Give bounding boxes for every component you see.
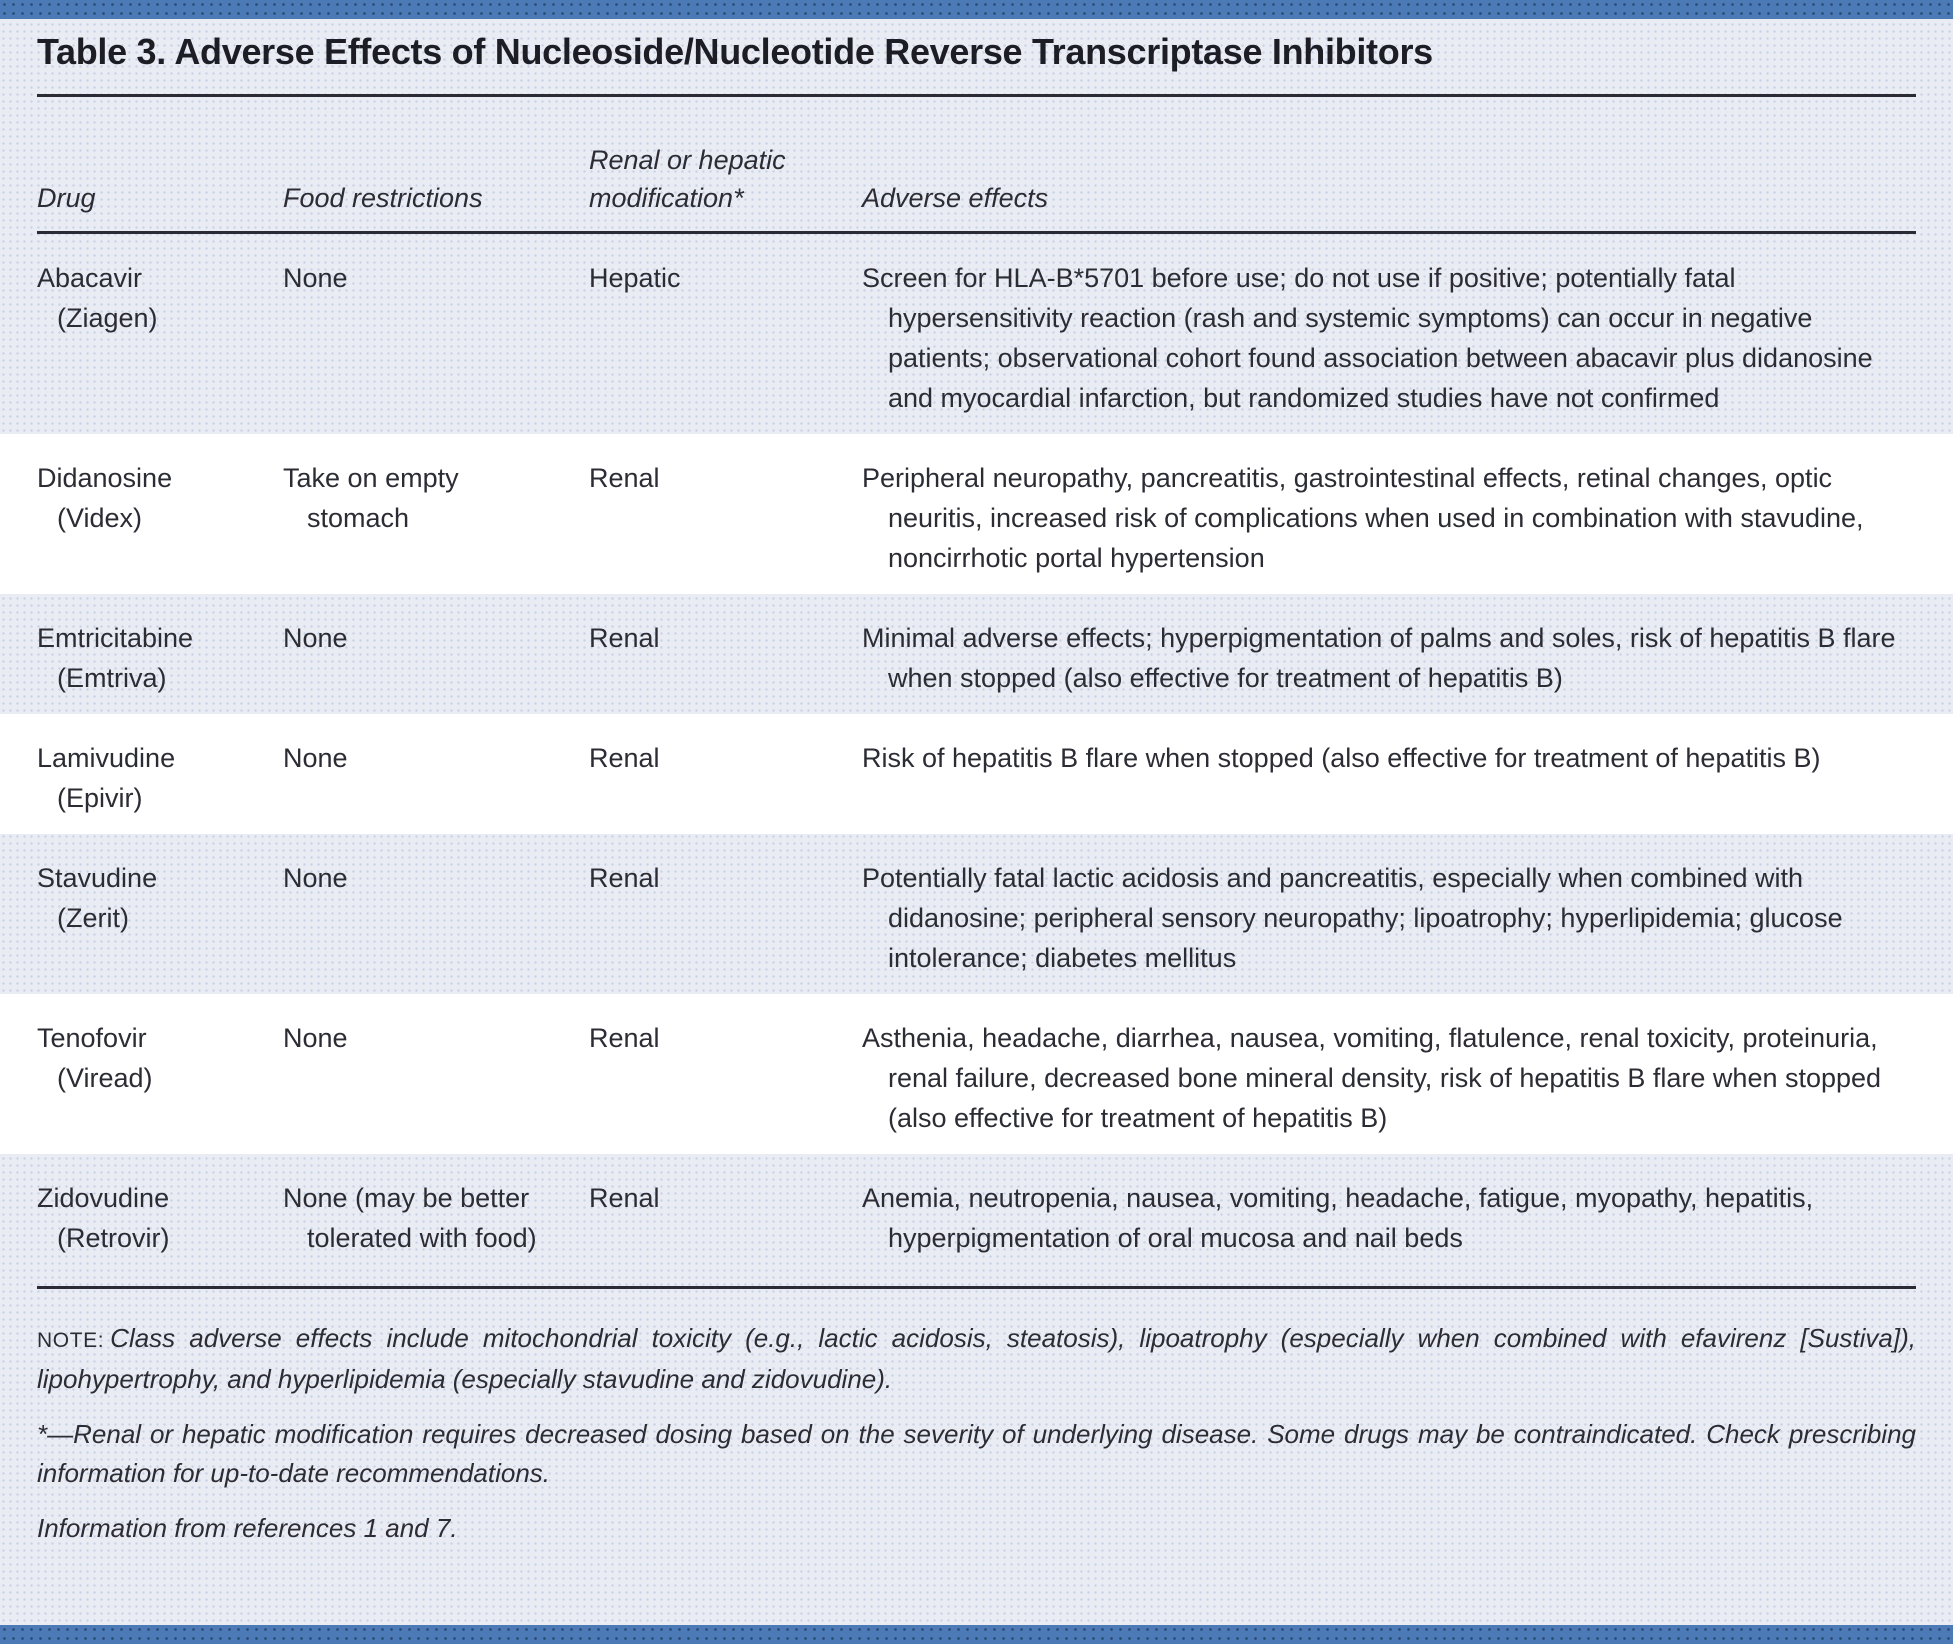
drug-name: Lamivudine <box>37 743 176 773</box>
note-modification-asterisk: *—Renal or hepatic modification requires decreased dosing based on the severity of underlying disease. Some drugs may be contraindicated. Check prescribing information for up-to-date recommendations. <box>37 1419 1916 1488</box>
brand-name: (Ziagen) <box>57 303 158 333</box>
drug-cell <box>37 738 283 818</box>
adverse-effects-cell <box>862 458 1916 578</box>
table-body <box>0 234 1953 1274</box>
adverse-effects-text: Minimal adverse effects; hyperpigmentation of palms and soles, risk of hepatitis B flare when stopped (also effective for treatment of hepatitis B) <box>862 623 1896 693</box>
modification-cell: Renal <box>589 1183 660 1213</box>
adverse-effects-cell <box>862 1178 1916 1258</box>
drug-name: Didanosine <box>37 463 173 493</box>
adverse-effects-text: Risk of hepatitis B flare when stopped (also effective for treatment of hepatitis B) <box>862 743 1821 773</box>
drug-cell <box>37 1178 283 1258</box>
food-restrictions-cell <box>283 458 589 578</box>
table-title: Table 3. Adverse Effects of Nucleoside/Nucleotide Reverse Transcriptase Inhibitors <box>37 31 1433 72</box>
food-restrictions-cell <box>283 258 589 418</box>
table-row <box>0 994 1953 1154</box>
modification-cell: Renal <box>589 1023 660 1053</box>
column-header-food-restrictions: Food restrictions <box>283 183 483 213</box>
adverse-effects-text: Peripheral neuropathy, pancreatitis, gastrointestinal effects, retinal changes, optic neuritis, increased risk of complications when used in combination with stavudine, noncirrhotic portal hypertension <box>862 463 1864 573</box>
food-restrictions-cell <box>283 738 589 818</box>
adverse-effects-text: Anemia, neutropenia, nausea, vomiting, headache, fatigue, myopathy, hepatitis, hyperpigmentation of oral mucosa and nail beds <box>862 1183 1814 1253</box>
bottom-accent-bar <box>0 1625 1953 1644</box>
food-restrictions-text: None <box>283 743 348 773</box>
column-header-drug: Drug <box>37 183 96 213</box>
brand-name: (Emtriva) <box>57 663 167 693</box>
top-accent-bar <box>0 0 1953 19</box>
note-class-effects <box>37 1319 1916 1399</box>
modification-cell: Renal <box>589 623 660 653</box>
modification-cell: Renal <box>589 863 660 893</box>
table-row <box>0 1154 1953 1274</box>
note-label: NOTE: <box>37 1329 105 1352</box>
adverse-effects-cell <box>862 738 1916 818</box>
food-restrictions-cell <box>283 1178 589 1258</box>
food-restrictions-text: Take on empty stomach <box>283 463 459 533</box>
table-footnotes <box>0 1289 1953 1548</box>
note-class-effects-text: Class adverse effects include mitochondrial toxicity (e.g., lactic acidosis, steatosis), lipoatrophy (especially when combined with efavirenz [Sustiva]), lipohypertrophy, and hyperlipidemia (especially stavudine and zidovudine). <box>37 1323 1916 1394</box>
food-restrictions-text: None <box>283 863 348 893</box>
modification-cell: Renal <box>589 463 660 493</box>
food-restrictions-text: None (may be better tolerated with food) <box>283 1183 537 1253</box>
note-source: Information from references 1 and 7. <box>37 1513 458 1543</box>
drug-cell <box>37 258 283 418</box>
drug-name: Abacavir <box>37 263 143 293</box>
column-header-adverse-effects: Adverse effects <box>862 183 1049 213</box>
drug-name: Zidovudine <box>37 1183 170 1213</box>
adverse-effects-cell <box>862 858 1916 978</box>
drug-cell <box>37 858 283 978</box>
brand-name: (Epivir) <box>57 783 143 813</box>
table-row <box>0 234 1953 434</box>
table-row <box>0 434 1953 594</box>
adverse-effects-text: Potentially fatal lactic acidosis and pancreatitis, especially when combined with didanosine; peripheral sensory neuropathy; lipoatrophy; hyperlipidemia; glucose intolerance; diabetes mellitus <box>862 863 1843 973</box>
brand-name: (Viread) <box>57 1063 153 1093</box>
brand-name: (Zerit) <box>57 903 129 933</box>
drug-name: Emtricitabine <box>37 623 194 653</box>
drug-name: Stavudine <box>37 863 158 893</box>
food-restrictions-cell <box>283 618 589 698</box>
food-restrictions-text: None <box>283 1023 348 1053</box>
table-row <box>0 714 1953 834</box>
food-restrictions-text: None <box>283 263 348 293</box>
adverse-effects-text: Asthenia, headache, diarrhea, nausea, vomiting, flatulence, renal toxicity, proteinuria, renal failure, decreased bone mineral density, risk of hepatitis B flare when stopped (also effective for treatment of hepatitis B) <box>862 1023 1882 1133</box>
table-row <box>0 594 1953 714</box>
brand-name: (Videx) <box>57 503 143 533</box>
adverse-effects-cell <box>862 618 1916 698</box>
adverse-effects-text: Screen for HLA-B*5701 before use; do not use if positive; potentially fatal hypersensitivity reaction (rash and systemic symptoms) can occur in negative patients; observational cohort found association between abacavir plus didanosine and myocardial infarction, but randomized studies have not confirmed <box>862 263 1873 413</box>
drug-cell <box>37 458 283 578</box>
drug-cell <box>37 618 283 698</box>
drug-name: Tenofovir <box>37 1023 147 1053</box>
modification-cell: Hepatic <box>589 263 681 293</box>
brand-name: (Retrovir) <box>57 1223 170 1253</box>
food-restrictions-text: None <box>283 623 348 653</box>
table-row <box>0 834 1953 994</box>
adverse-effects-cell <box>862 258 1916 418</box>
drug-cell <box>37 1018 283 1138</box>
food-restrictions-cell <box>283 858 589 978</box>
adverse-effects-cell <box>862 1018 1916 1138</box>
food-restrictions-cell <box>283 1018 589 1138</box>
modification-cell: Renal <box>589 743 660 773</box>
column-header-modification: Renal or hepatic modification* <box>589 145 786 213</box>
table-header-row <box>37 97 1916 217</box>
